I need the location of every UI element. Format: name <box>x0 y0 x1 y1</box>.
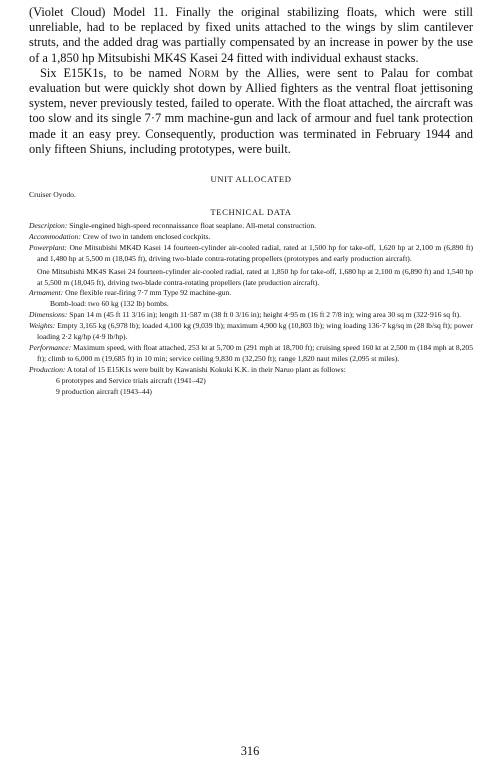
spec-powerplant-alt: One Mitsubishi MK4S Kasei 24 fourteen-cylinder air-cooled radial, rated at 1,850 hp for take-off, 1,680 hp at 2,100 m (6,890 ft) and 1,540 hp at 5,500 m (18,045 ft), driving two-blade contra-rotating propellers (late production aircraft). <box>37 266 473 287</box>
body-paragraph-2-start: Six E15K1s, to be named <box>40 65 189 80</box>
body-paragraph-2-rest: by the Allies, were sent to Palau for combat evaluation but were quickly shot down by Allied fighters as the ventral float jettisoning system, never previously tested, failed to operate. With the float attached, the aircraft was too slow and its single 7·7 mm machine-gun and lack of armour and fuel tank protection made it an easy prey. Consequently, production was terminated in February 1944 and only fifteen Shiuns, including prototypes, were built. <box>29 65 473 156</box>
page-content <box>29 5 473 398</box>
spec-performance-text: Maximum speed, with float attached, 253 kt at 5,700 m (291 mph at 18,700 ft); cruising speed 160 kt at 2,500 m (184 mph at 8,205 ft); climb to 6,000 m (19,685 ft) in 10 min; service ceiling 9,830 m (32,250 ft); range 1,820 naut miles (2,095 st miles). <box>37 343 473 363</box>
page-number: 316 <box>240 744 260 758</box>
technical-data-heading: TECHNICAL DATA <box>210 207 292 218</box>
body-paragraph-1: (Violet Cloud) Model 11. Finally the original stabilizing floats, which were still unreliable, had to be replaced by fixed units attached to the wings by slim cantilever struts, and the added drag was partially compensated by an increase in power by the use of a 1,850 hp Mitsubishi MK4S Kasei 24 fitted with individual exhaust stacks. <box>29 5 473 65</box>
spec-description-label: Description: <box>29 221 68 231</box>
allied-codename: Norm <box>188 65 220 80</box>
spec-accommodation-text: Crew of two in tandem enclosed cockpits. <box>82 231 211 241</box>
spec-armament-text: One flexible rear-firing 7·7 mm Type 92 machine-gun. <box>65 288 232 298</box>
spec-production-label: Production: <box>29 364 66 374</box>
spec-bomb-load: Bomb-load: two 60 kg (132 lb) bombs. <box>50 299 169 309</box>
spec-dimensions <box>29 310 473 321</box>
production-item-1: 6 prototypes and Service trials aircraft (1941–42) <box>56 375 206 385</box>
spec-weights <box>29 321 473 343</box>
spec-powerplant-text: One Mitsubishi MK4D Kasei 14 fourteen-cylinder air-cooled radial, rated at 1,500 hp for take-off, 1,620 hp at 2,100 m (6,890 ft) and 1,480 hp at 5,500 m (18,045 ft), driving two-blade contra-rotating propellers (prototypes and early production aircraft). <box>37 242 473 263</box>
spec-weights-label: Weights: <box>29 321 56 331</box>
production-item-2: 9 production aircraft (1943–44) <box>56 386 152 396</box>
spec-accommodation <box>29 232 473 243</box>
spec-production <box>29 365 473 376</box>
body-paragraph-2 <box>29 66 473 157</box>
spec-powerplant <box>29 243 473 265</box>
spec-powerplant-label: Powerplant: <box>29 242 67 252</box>
spec-performance-label: Performance: <box>29 343 72 352</box>
spec-armament <box>29 288 473 299</box>
spec-dimensions-text: Span 14 m (45 ft 11 3/16 in); length 11·587 m (38 ft 0 3/16 in); height 4·95 m (16 ft 2 7/8 in); wing area 30 sq m (322·916 sq ft). <box>69 310 462 320</box>
unit-allocated-text: Cruiser Oyodo. <box>29 190 76 200</box>
spec-weights-text: Empty 3,165 kg (6,978 lb); loaded 4,100 kg (9,039 lb); maximum 4,900 kg (10,803 lb); wing loading 136·7 kg/sq m (28 lb/sq ft); power loading 2·2 kg/hp (4·9 lb/hp). <box>37 321 474 342</box>
spec-description-text: Single-engined high-speed reconnaissance float seaplane. All-metal construction. <box>69 221 317 231</box>
spec-performance <box>29 343 473 365</box>
spec-description <box>29 221 473 232</box>
spec-armament-label: Armament: <box>29 288 64 298</box>
spec-accommodation-label: Accommodation: <box>29 231 81 241</box>
unit-allocated-heading: UNIT ALLOCATED <box>210 174 292 185</box>
spec-production-text: A total of 15 E15K1s were built by Kawanishi Kokuki K.K. in their Naruo plant as follows: <box>66 364 346 374</box>
spec-dimensions-label: Dimensions: <box>29 310 68 320</box>
